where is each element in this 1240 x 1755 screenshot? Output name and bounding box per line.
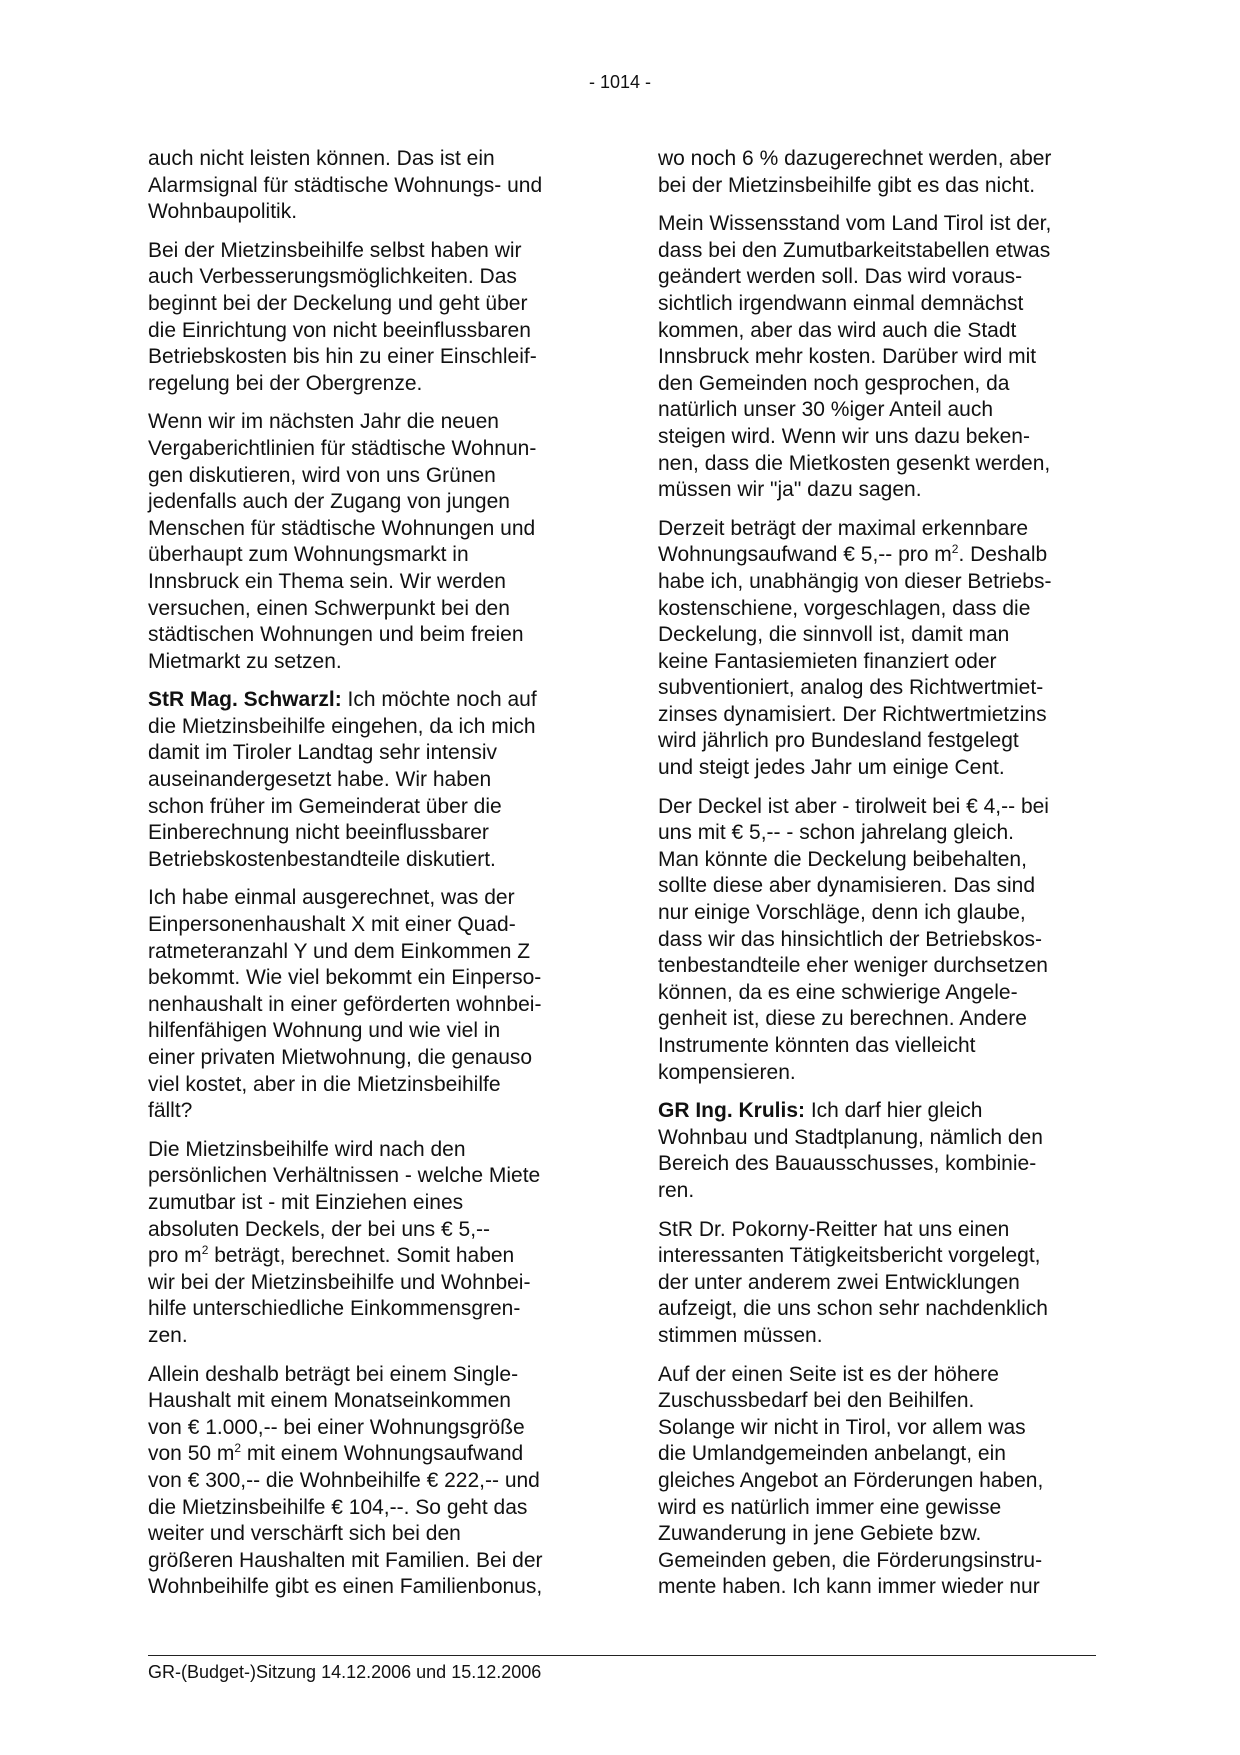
text-line: können, da es eine schwierige Angele- <box>658 980 1018 1004</box>
text-line: Einpersonenhaushalt X mit einer Quad- <box>148 913 516 937</box>
paragraph <box>148 1137 588 1350</box>
text-line: Solange wir nicht in Tirol, vor allem was <box>658 1415 1026 1439</box>
text-line: persönlichen Verhältnissen - welche Miete <box>148 1164 541 1188</box>
text-line: weiter und verschärft sich bei den <box>148 1522 461 1546</box>
text-line: auseinandergesetzt habe. Wir haben <box>148 768 492 792</box>
text-line: wo noch 6 % dazugerechnet werden, aber <box>658 147 1052 170</box>
text-line: wird es natürlich immer eine gewisse <box>658 1495 1002 1519</box>
text-fragment: mit einem Wohnungsaufwand <box>241 1442 524 1466</box>
text-line: einer privaten Mietwohnung, die genauso <box>148 1046 533 1069</box>
text-line: hilfe unterschiedliche Einkommensgren- <box>148 1297 521 1321</box>
text-line: nenhaushalt in einer geförderten wohnbei- <box>148 992 542 1016</box>
text-line: müssen wir "ja" dazu sagen. <box>658 478 922 502</box>
text-line: Bereich des Bauausschusses, kombinie- <box>658 1152 1037 1176</box>
text-line: zumutbar ist - mit Einziehen eines <box>148 1190 464 1214</box>
text-line: Der Deckel ist aber - tirolweit bei € 4,-- bei <box>658 794 1049 818</box>
text-line: Allein deshalb beträgt bei einem Single- <box>148 1362 519 1386</box>
text-line: Vergaberichtlinien für städtische Wohnun- <box>148 436 537 460</box>
text-line <box>658 542 1098 569</box>
text-fragment: beträgt, berechnet. Somit haben <box>208 1244 515 1268</box>
text-line: auch nicht leisten können. Das ist ein <box>148 147 495 170</box>
text-line: Wohnbeihilfe gibt es einen Familienbonus, <box>148 1575 543 1599</box>
text-line: die Mietzinsbeihilfe € 104,--. So geht das <box>148 1495 528 1519</box>
text-line: mente haben. Ich kann immer wieder nur <box>658 1575 1040 1599</box>
text-line: Auf der einen Seite ist es der höhere <box>658 1362 999 1386</box>
paragraph <box>658 146 1098 199</box>
text-line: gen diskutieren, wird von uns Grünen <box>148 463 496 487</box>
text-line: Innsbruck mehr kosten. Darüber wird mit <box>658 345 1037 369</box>
text-line: gleiches Angebot an Förderungen haben, <box>658 1468 1044 1492</box>
text-line: und steigt jedes Jahr um einige Cent. <box>658 756 1005 780</box>
text-line: kommen, aber das wird auch die Stadt <box>658 318 1017 342</box>
text-line: fällt? <box>148 1099 193 1123</box>
text-line: Gemeinden geben, die Förderungsinstru- <box>658 1548 1043 1572</box>
text-line <box>148 687 588 714</box>
text-line: genheit ist, diese zu berechnen. Andere <box>658 1007 1027 1031</box>
paragraph <box>148 885 588 1124</box>
text-line: Instrumente könnten das vielleicht <box>658 1034 976 1057</box>
text-line: Alarmsignal für städtische Wohnungs- und <box>148 173 543 197</box>
text-line: auch Verbesserungsmöglichkeiten. Das <box>148 265 517 289</box>
superscript: 2 <box>234 1441 242 1456</box>
text-line: Menschen für städtische Wohnungen und <box>148 516 536 540</box>
text-fragment: von 50 m <box>148 1442 235 1466</box>
right-column <box>658 146 1098 1613</box>
text-line: viel kostet, aber in die Mietzinsbeihilfe <box>148 1072 501 1096</box>
text-line: habe ich, unabhängig von dieser Betriebs- <box>658 569 1052 593</box>
text-line: wird jährlich pro Bundesland festgelegt <box>658 729 1019 753</box>
text-line: damit im Tiroler Landtag sehr intensiv <box>148 741 497 765</box>
paragraph <box>148 1362 588 1601</box>
text-line: interessanten Tätigkeitsbericht vorgelegt, <box>658 1244 1041 1268</box>
text-line: jedenfalls auch der Zugang von jungen <box>148 490 510 514</box>
text-line: uns mit € 5,-- - schon jahrelang gleich. <box>658 821 1015 845</box>
superscript: 2 <box>951 542 959 557</box>
text-line: Wenn wir im nächsten Jahr die neuen <box>148 410 499 434</box>
text-line: ren. <box>658 1178 695 1202</box>
text-line: dass bei den Zumutbarkeitstabellen etwas <box>658 238 1051 262</box>
text-line: sichtlich irgendwann einmal demnächst <box>658 291 1024 315</box>
text-line: städtischen Wohnungen und beim freien <box>148 623 524 647</box>
text-fragment: Ich möchte noch auf <box>341 688 537 712</box>
text-line: stimmen müssen. <box>658 1323 823 1347</box>
text-line: keine Fantasiemieten finanziert oder <box>658 649 997 673</box>
text-line: Man könnte die Deckelung beibehalten, <box>658 847 1027 871</box>
paragraph <box>658 1217 1098 1350</box>
paragraph <box>658 794 1098 1087</box>
text-line: zinses dynamisiert. Der Richtwertmietzins <box>658 702 1047 726</box>
paragraph <box>148 409 588 675</box>
paragraph <box>658 1362 1098 1601</box>
text-line: bekommt. Wie viel bekommt ein Einperso- <box>148 966 542 990</box>
text-line: sollte diese aber dynamisieren. Das sind <box>658 874 1036 898</box>
text-line: die Mietzinsbeihilfe eingehen, da ich mich <box>148 714 536 738</box>
text-line: größeren Haushalten mit Familien. Bei der <box>148 1548 543 1572</box>
text-line: kostenschiene, vorgeschlagen, dass die <box>658 596 1031 620</box>
text-fragment: . Deshalb <box>958 543 1048 567</box>
paragraph <box>148 687 588 873</box>
page-number: - 1014 - <box>588 72 652 92</box>
text-line: Ich habe einmal ausgerechnet, was der <box>148 886 515 910</box>
text-line: bei der Mietzinsbeihilfe gibt es das nicht. <box>658 173 1036 197</box>
text-line: überhaupt zum Wohnungsmarkt in <box>148 543 469 567</box>
text-line: Mein Wissensstand vom Land Tirol ist der, <box>658 212 1052 236</box>
text-line: dass wir das hinsichtlich der Betriebskos- <box>658 927 1042 951</box>
text-line: Betriebskosten bis hin zu einer Einschleif- <box>148 345 537 369</box>
text-line: natürlich unser 30 %iger Anteil auch <box>658 398 994 422</box>
text-line: Derzeit beträgt der maximal erkennbare <box>658 516 1029 540</box>
text-line: Haushalt mit einem Monatseinkommen <box>148 1389 511 1413</box>
paragraph <box>658 516 1098 782</box>
text-line: den Gemeinden noch gesprochen, da <box>658 371 1010 395</box>
text-line <box>148 1243 588 1270</box>
text-line: die Umlandgemeinden anbelangt, ein <box>658 1442 1006 1466</box>
text-line: kompensieren. <box>658 1060 796 1084</box>
text-line: Betriebskostenbestandteile diskutiert. <box>148 847 496 871</box>
text-line: Bei der Mietzinsbeihilfe selbst haben wir <box>148 238 522 262</box>
paragraph <box>148 238 588 398</box>
text-line: regelung bei der Obergrenze. <box>148 371 423 395</box>
text-line: subventioniert, analog des Richtwertmiet- <box>658 676 1044 700</box>
text-line: die Einrichtung von nicht beeinflussbaren <box>148 318 531 342</box>
text-line: versuchen, einen Schwerpunkt bei den <box>148 596 510 620</box>
text-line: Wohnbau und Stadtplanung, nämlich den <box>658 1125 1043 1149</box>
text-line: Die Mietzinsbeihilfe wird nach den <box>148 1137 466 1161</box>
text-line: von € 1.000,-- bei einer Wohnungsgröße <box>148 1415 525 1439</box>
text-line: geändert werden soll. Das wird voraus- <box>658 265 1023 289</box>
paragraph <box>658 1098 1098 1204</box>
text-line: wir bei der Mietzinsbeihilfe und Wohnbei- <box>148 1270 531 1294</box>
text-fragment: Wohnungsaufwand € 5,-- pro m <box>658 543 952 567</box>
text-line: nen, dass die Mietkosten gesenkt werden, <box>658 451 1051 475</box>
text-line: ratmeteranzahl Y und dem Einkommen Z <box>148 939 531 963</box>
text-fragment: Ich darf hier gleich <box>805 1099 983 1123</box>
text-line: schon früher im Gemeinderat über die <box>148 794 502 818</box>
text-line: von € 300,-- die Wohnbeihilfe € 222,-- und <box>148 1468 540 1492</box>
text-line: steigen wird. Wenn wir uns dazu beken- <box>658 424 1030 448</box>
text-line: Zuwanderung in jene Gebiete bzw. <box>658 1522 982 1546</box>
text-line: Zuschussbedarf bei den Beihilfen. <box>658 1389 975 1413</box>
text-line: tenbestandteile eher weniger durchsetzen <box>658 954 1048 978</box>
text-line: hilfenfähigen Wohnung und wie viel in <box>148 1019 501 1043</box>
text-line: Einberechnung nicht beeinflussbarer <box>148 821 489 845</box>
text-line: StR Dr. Pokorny-Reitter hat uns einen <box>658 1217 1010 1241</box>
text-line: beginnt bei der Deckelung und geht über <box>148 291 528 315</box>
text-line: Mietmarkt zu setzen. <box>148 649 342 673</box>
left-column <box>148 146 588 1613</box>
text-line: Wohnbaupolitik. <box>148 200 298 224</box>
superscript: 2 <box>201 1243 209 1258</box>
text-line: zen. <box>148 1323 188 1347</box>
speaker-name: GR Ing. Krulis: <box>658 1099 805 1123</box>
text-line <box>658 1098 1098 1125</box>
text-fragment: pro m <box>148 1244 202 1268</box>
text-line: der unter anderem zwei Entwicklungen <box>658 1270 1020 1294</box>
speaker-name: StR Mag. Schwarzl: <box>148 688 342 712</box>
footer-text: GR-(Budget-)Sitzung 14.12.2006 und 15.12.2006 <box>148 1662 542 1682</box>
paragraph <box>658 211 1098 504</box>
paragraph <box>148 146 588 226</box>
text-line: absoluten Deckels, der bei uns € 5,-- <box>148 1217 491 1241</box>
text-line: nur einige Vorschläge, denn ich glaube, <box>658 901 1026 925</box>
text-line: Innsbruck ein Thema sein. Wir werden <box>148 569 506 593</box>
text-line: aufzeigt, die uns schon sehr nachdenklich <box>658 1297 1048 1321</box>
footer-divider <box>148 1655 1096 1656</box>
text-line <box>148 1441 588 1468</box>
text-line: Deckelung, die sinnvoll ist, damit man <box>658 623 1010 647</box>
